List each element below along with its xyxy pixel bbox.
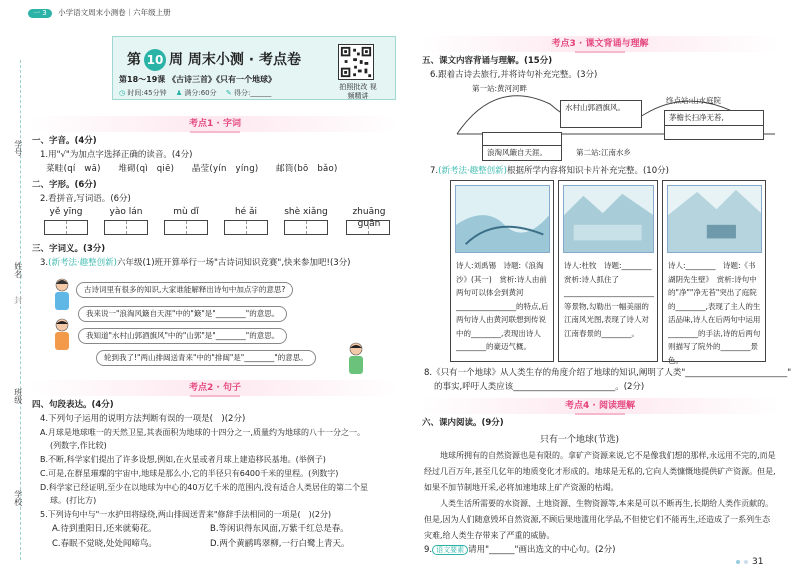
- stop-2-label: 第二站:江南水乡: [576, 148, 632, 157]
- yellow-river-painting: [455, 185, 550, 253]
- writing-grid-1[interactable]: [44, 220, 88, 235]
- week-number-badge: 10: [144, 49, 166, 71]
- writing-grid-3[interactable]: [164, 220, 208, 235]
- stop-1-label: 第一站:黄河河畔: [472, 84, 528, 93]
- question-4-option-b[interactable]: B.不断,科学家们提出了许多设想,例如,在火星或者月球上建造移民基地。(举例子): [40, 455, 326, 464]
- question-4: 4.下列句子运用的说明方法判断有误的一项是( )(2分): [40, 414, 246, 424]
- courtyard-painting: [667, 185, 762, 253]
- quiz-title: 第 10 周 周末小测 · 考点卷: [127, 49, 301, 71]
- passage-paragraph-1[interactable]: 地球所拥有的自然资源也是有限的。拿矿产资源来说,它不是像我们想的那样,永远用不完的,而是经过几百万年,甚至几亿年的地质变化才形成的。地球是无私的,它向人类慷慨地提供矿产资源。但是,如果不加节制地开采,必将加速地球上矿产资源的枯竭。: [424, 451, 776, 492]
- quiz-subtitle: 第18～19课 《古诗三首》《只有一个地球》: [119, 75, 277, 84]
- pinyin-4: hé ǎi: [234, 207, 258, 217]
- question-1-options[interactable]: 菜畦(qí wā) 堆砌(qì qiē) 晶莹(yín yíng) 邮筒(bō bǎo): [46, 164, 338, 174]
- binding-line: [20, 60, 21, 560]
- quiz-meta: ◷ 时间:45分钟 ♟ 满分:60分 ✎ 得分:______: [119, 89, 272, 97]
- question-4-option-c[interactable]: C.可是,在群星璀璨的宇宙中,地球是那么小,它的半径只有6400千米的里程。(列数字): [40, 469, 339, 478]
- verse-blank-1[interactable]: [560, 114, 642, 128]
- class-label: 班级: [13, 388, 23, 404]
- lesson-badge: 一 3: [28, 9, 52, 18]
- pinyin-3: mù dǐ: [173, 207, 199, 217]
- writing-grid-4[interactable]: [224, 220, 268, 235]
- seal-mark: 封: [13, 296, 23, 304]
- verse-box-3: 茅檐长扫净无苔,: [664, 110, 764, 126]
- pinyin-2: yào lán: [109, 207, 143, 217]
- card-3-text[interactable]: 诗人:________ 诗题:《书湖阴先生壁》 赏析:诗句中的"净""净无苔"突出了庭院的________,表现了主人的生活品味,诗人在后两句中运用________的手法,诗的后两句则描写了院外的________景色。: [668, 261, 761, 365]
- score-label: 满分:60分: [184, 89, 217, 97]
- question-1: 1.用"√"为加点字选择正确的读音。(4分): [40, 150, 193, 160]
- question-8[interactable]: 8.《只有一个地球》从人类生存的角度介绍了地球的知识,阐明了人类"________________________": [424, 368, 792, 378]
- qr-caption: 拍照批改 视频精讲: [339, 83, 377, 100]
- question-8-continued[interactable]: 的事实,呼吁人类应该________________________。(2分): [434, 382, 645, 392]
- book-title: 小学语文周末小测卷｜六年级上册: [58, 8, 171, 17]
- student-illustration: [52, 318, 72, 352]
- time-label: 时间:45分钟: [127, 89, 167, 97]
- question-4-option-d-note: 球。(打比方): [50, 496, 97, 505]
- part-6-title: 六、课内阅读。(9分): [422, 418, 504, 428]
- verse-box-1: 水村山郭酒旗风。: [560, 100, 642, 116]
- page-dot: [744, 560, 748, 564]
- passage-paragraph-2[interactable]: 人类生活所需要的水资源、土地资源、生物资源等,本来是可以不断再生,长期给人类作贡献的。但是,因为人们随意毁坏自然资源,不顾后果地滥用化学品,不但使它们不能再生,还造成了一系列生态灾难,给人类生存带来了严重的威胁。: [424, 499, 774, 540]
- writing-grid-2[interactable]: [104, 220, 148, 235]
- student-illustration: [346, 342, 366, 376]
- pinyin-1: yě yīng: [49, 207, 83, 217]
- question-4-option-a-note: (列数字,作比较): [50, 441, 107, 450]
- stop-3-label: 终点站:山水庭院: [666, 96, 722, 105]
- verse-blank-2[interactable]: [482, 132, 562, 146]
- verse-blank-3[interactable]: [664, 126, 764, 140]
- jiangnan-painting: [563, 185, 654, 253]
- section-heading-4: 考点4 · 阅读理解: [520, 400, 680, 415]
- name-label: 姓名: [13, 262, 23, 278]
- question-5-option-b[interactable]: B.等闲识得东风面,万紫千红总是春。: [210, 524, 349, 534]
- section-heading-1: 考点1 · 字词: [150, 118, 280, 133]
- get-score-label: 得分:______: [233, 89, 272, 97]
- writing-grid-5[interactable]: [284, 220, 328, 235]
- question-7: 7.(新考法·趣整创新)根据所学内容将知识卡片补充完整。(10分): [430, 166, 669, 176]
- knowledge-card-3: [662, 180, 766, 365]
- question-2: 2.看拼音,写词语。(6分): [40, 194, 131, 204]
- question-9: 9. 语文要素 请用"______"画出选文的中心句。(2分): [424, 545, 616, 555]
- teacher-illustration: [52, 278, 72, 312]
- pinyin-6: zhuāng guān: [352, 207, 386, 230]
- card-1-text[interactable]: 诗人:刘禹锡 诗题:《浪淘沙》(其一) 赏析:诗人由前两句可以体会到黄河________________的特点,后两句诗人由黄河联想到传说中的________,表现出诗人________的豪迈气概。: [456, 261, 549, 351]
- speech-bubble-teacher: 古诗词里有很多的知识,大家谁能解释出诗句中加点字的意思?: [76, 282, 293, 298]
- question-4-option-a[interactable]: A.月球是地球唯一的天然卫星,其表面积为地球的十四分之一,质量约为地球的八十一分之一。: [40, 428, 365, 437]
- question-5: 5.下列诗句中与"一水护田将绿绕,两山排闼送青来"修辞手法相同的一项是( )(2分): [40, 510, 332, 519]
- qr-code-icon[interactable]: [338, 44, 374, 80]
- knowledge-card-1: [450, 180, 554, 362]
- question-5-option-a[interactable]: A.待到重阳日,还来就菊花。: [52, 524, 157, 534]
- question-5-option-d[interactable]: D.两个黄鹂鸣翠柳,一行白鹭上青天。: [210, 539, 350, 549]
- pinyin-5: shè xiǎng: [284, 207, 328, 217]
- skill-tag: 语文要素: [432, 545, 468, 555]
- section-heading-2: 考点2 · 句子: [150, 382, 280, 397]
- student-number-label: 学号: [13, 140, 23, 156]
- top-bar: [28, 8, 171, 18]
- card-2-text[interactable]: 诗人:杜牧 诗题:________ 赏析:诗人抓住了________________________等景物,勾勒出一幅美丽的江南风光图,表现了诗人对江南春景的________。: [564, 261, 660, 338]
- speech-bubble-answer-3[interactable]: 轮到我了!"两山排闼送青来"中的"排闼"是"________"的意思。: [96, 350, 316, 366]
- question-5-option-c[interactable]: C.春眠不觉晓,处处闻啼鸟。: [52, 539, 157, 549]
- page-number: 31: [752, 557, 764, 567]
- question-3: 3.(新考法·趣整创新)六年级(1)班开算举行一场"古诗词知识竞赛",快来参加吧!(3分): [40, 258, 351, 268]
- speech-bubble-answer-1[interactable]: 我来说一"浪淘风簸自天涯"中的"簸"是"________"的意思。: [78, 306, 287, 322]
- part-1-title: 一、字音。(4分): [32, 136, 97, 146]
- question-4-option-d[interactable]: D.科学家已经证明,至少在以地球为中心的40万亿千米的范围内,没有适合人类居住的第二个星: [40, 483, 368, 492]
- speech-bubble-answer-2[interactable]: 我知道"水村山郭酒旗风"中的"山郭"是"________"的意思。: [78, 328, 287, 344]
- knowledge-card-2: [558, 180, 658, 362]
- part-5-title: 五、课文内容背诵与理解。(15分): [422, 56, 553, 66]
- verse-box-2: 浪淘风簸自天涯。: [482, 146, 562, 161]
- part-4-title: 四、句段表达。(4分): [32, 400, 114, 410]
- part-3-title: 三、字词义。(3分): [32, 244, 106, 254]
- school-label: 学校: [13, 490, 23, 506]
- part-2-title: 二、字形。(6分): [32, 180, 97, 190]
- page-dot: [736, 560, 740, 564]
- writing-grid-6[interactable]: [346, 220, 390, 235]
- section-heading-3: 考点3 · 课文背诵与理解: [520, 38, 680, 53]
- question-6: 6.跟着古诗去旅行,并将诗句补充完整。(3分): [430, 70, 598, 80]
- passage-title: 只有一个地球(节选): [540, 435, 620, 445]
